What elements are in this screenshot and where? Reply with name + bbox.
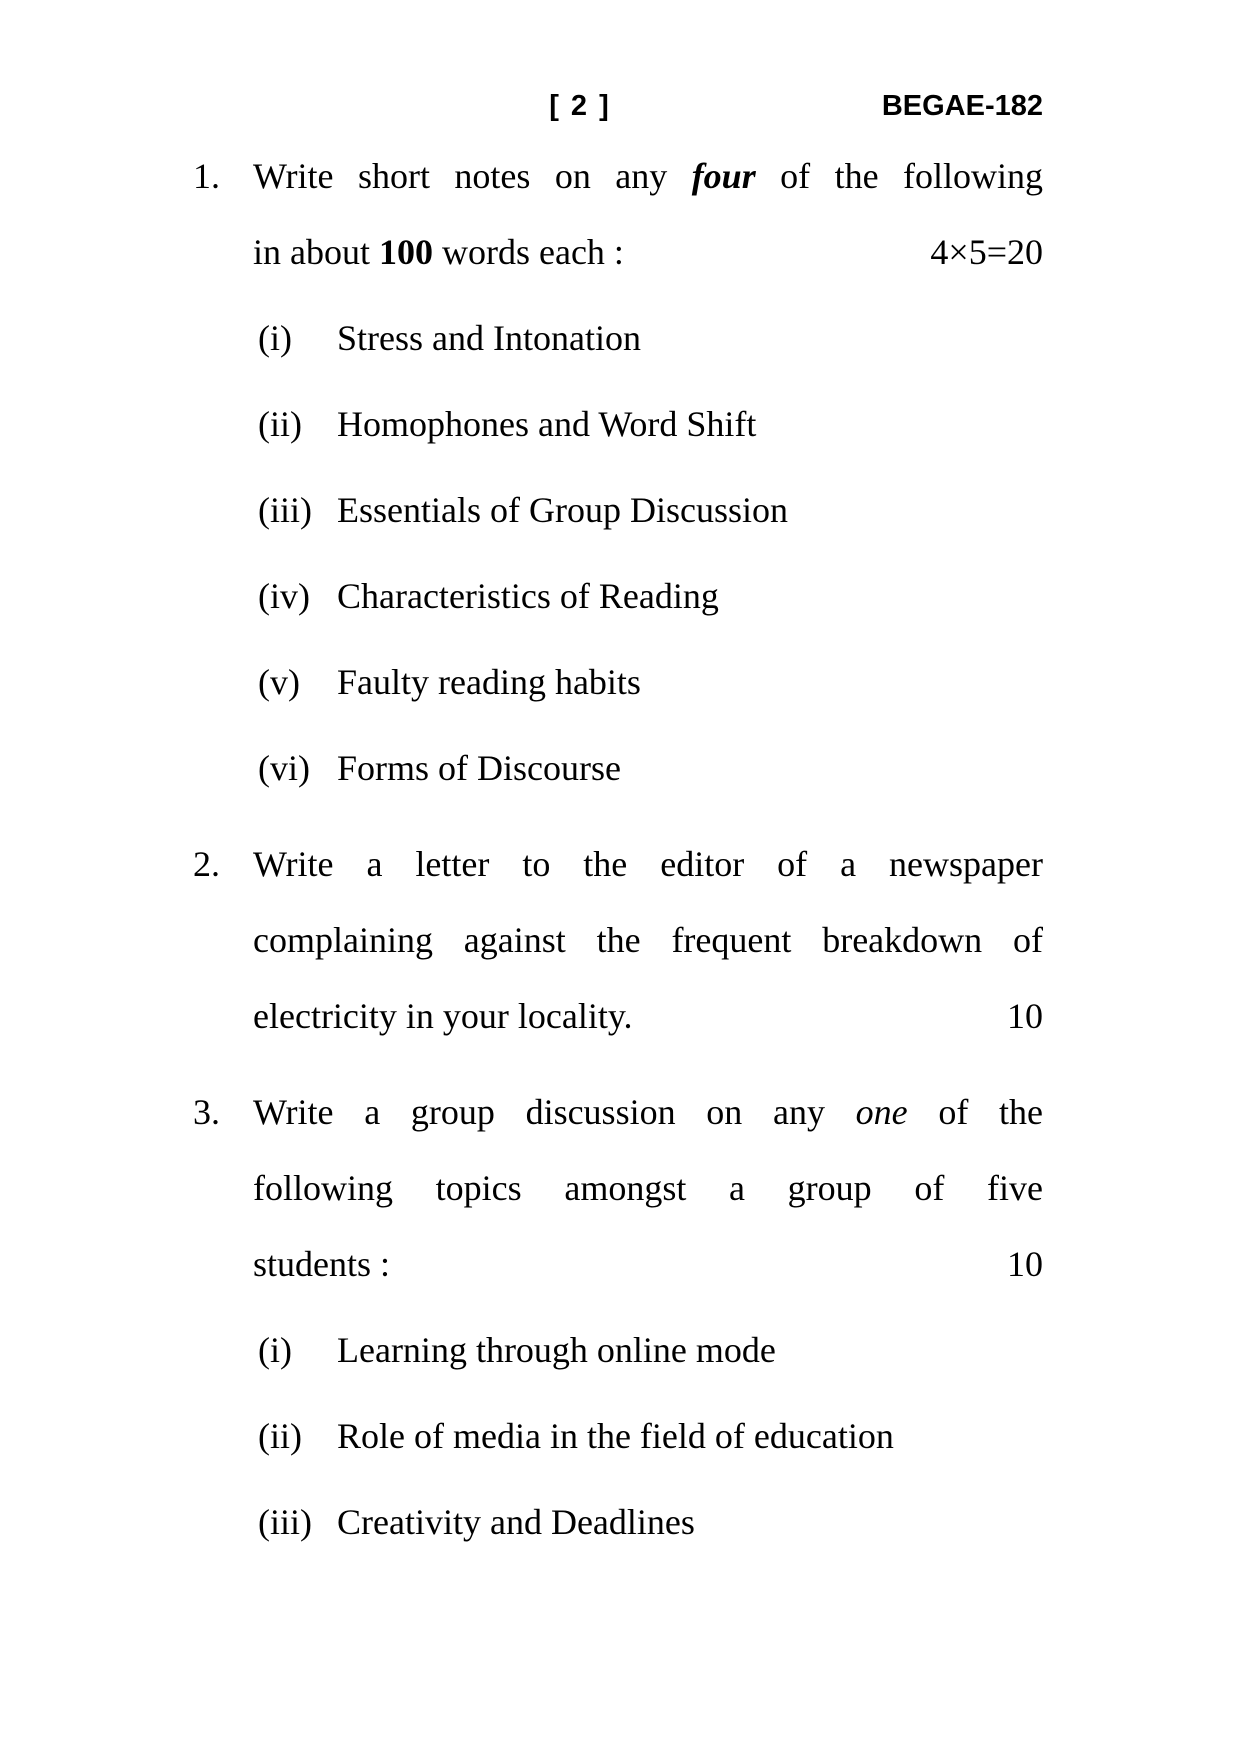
emphasis-bold-italic: four — [691, 156, 756, 196]
list-item — [258, 492, 1043, 528]
question-text-line — [253, 998, 1043, 1034]
list-item-text: Faulty reading habits — [337, 662, 641, 702]
list-item — [258, 1332, 1043, 1368]
question-text-line — [253, 1246, 1043, 1282]
list-item — [258, 320, 1043, 356]
emphasis-italic: one — [855, 1092, 908, 1132]
list-item-marker: (ii) — [258, 1416, 302, 1456]
paper-code: BEGAE-182 — [881, 90, 1043, 122]
list-item — [258, 578, 1043, 614]
question-3 — [193, 1094, 1043, 1540]
question-number: 1. — [193, 156, 220, 196]
question-text-line: following topics amongst a group of five — [253, 1168, 1043, 1208]
list-item-marker: (iii) — [258, 1502, 312, 1542]
list-item — [258, 1504, 1043, 1540]
list-item-text: Homophones and Word Shift — [337, 404, 757, 444]
list-item-text: Essentials of Group Discussion — [337, 490, 788, 530]
question-number: 2. — [193, 844, 220, 884]
list-item-marker: (iv) — [258, 576, 310, 616]
page-content — [193, 0, 1043, 1540]
list-item — [258, 664, 1043, 700]
list-item-marker: (i) — [258, 1330, 292, 1370]
question-1 — [193, 158, 1043, 786]
list-item-marker: (ii) — [258, 404, 302, 444]
question-text: electricity in your locality. — [253, 996, 633, 1036]
list-item-text: Creativity and Deadlines — [337, 1502, 695, 1542]
question-text-line — [253, 234, 1043, 270]
emphasis-bold: 100 — [378, 232, 433, 272]
list-item — [258, 1418, 1043, 1454]
marks-value: 10 — [1007, 996, 1043, 1036]
question-text-line: complaining against the frequent breakdown of — [253, 920, 1043, 960]
question-text-line: Write a letter to the editor of a newspaper — [253, 844, 1043, 884]
list-item-marker: (i) — [258, 318, 292, 358]
list-item-text: Stress and Intonation — [337, 318, 641, 358]
list-item — [258, 406, 1043, 442]
list-item — [258, 750, 1043, 786]
list-item-text: Role of media in the field of education — [337, 1416, 894, 1456]
question-text-line: Write short notes on any four of the following — [253, 156, 1044, 196]
list-item-marker: (v) — [258, 662, 300, 702]
marks-value: 10 — [1007, 1244, 1043, 1284]
question-number: 3. — [193, 1092, 220, 1132]
question-text-line: Write a group discussion on any one of the — [253, 1092, 1044, 1132]
list-item-text: Learning through online mode — [337, 1330, 776, 1370]
question-1-options — [258, 320, 1043, 786]
list-item-text: Characteristics of Reading — [337, 576, 719, 616]
question-text: students : — [253, 1244, 391, 1284]
question-2 — [193, 846, 1043, 1034]
page-number: [ 2 ] — [549, 90, 611, 122]
marks-value: 4×5=20 — [930, 232, 1043, 272]
list-item-text: Forms of Discourse — [337, 748, 621, 788]
list-item-marker: (vi) — [258, 748, 310, 788]
question-text: in about 100 words each : — [253, 232, 624, 272]
question-3-options — [258, 1332, 1043, 1540]
list-item-marker: (iii) — [258, 490, 312, 530]
